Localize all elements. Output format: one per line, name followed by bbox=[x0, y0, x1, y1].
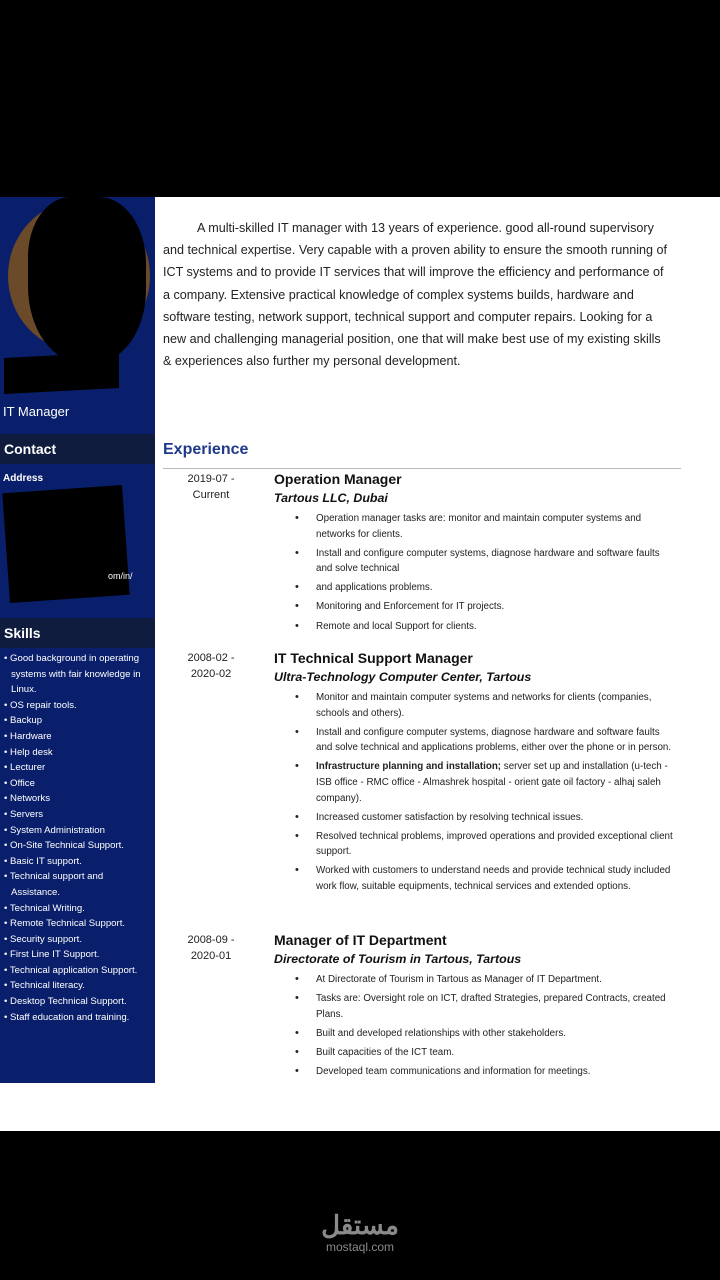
job-dates bbox=[169, 650, 253, 682]
date-start: 2008-02 - bbox=[187, 652, 235, 664]
duty-item: • Built and developed relationships with other stakeholders. bbox=[295, 1026, 675, 1042]
duty-item: • Install and configure computer systems, diagnose hardware and software faults and solve technical and applications problems, either over the phone or in person. bbox=[295, 725, 675, 756]
job-dates bbox=[169, 932, 253, 964]
skill-item: • Technical support and Assistance. bbox=[3, 869, 153, 900]
skill-item: • Servers bbox=[3, 807, 153, 823]
date-end: 2020-01 bbox=[190, 950, 232, 962]
photo-redaction bbox=[28, 197, 146, 363]
skill-item: • Networks bbox=[3, 791, 153, 807]
skill-item: • Help desk bbox=[3, 745, 153, 761]
duty-item: • Worked with customers to understand needs and provide technical study included work flow, suitable equipments, technical services and extended options. bbox=[295, 863, 675, 894]
duty-item: • Install and configure computer systems, diagnose hardware and software faults and solve technical bbox=[295, 546, 675, 577]
name-redaction bbox=[4, 352, 119, 394]
date-end: Current bbox=[192, 489, 230, 501]
skill-item: • Technical literacy. bbox=[3, 978, 153, 994]
resume-page bbox=[0, 197, 720, 1131]
duty-item: • Tasks are: Oversight role on ICT, drafted Strategies, prepared Contracts, created Plans. bbox=[295, 991, 675, 1022]
skill-item: • Security support. bbox=[3, 932, 153, 948]
skill-item: • Basic IT support. bbox=[3, 854, 153, 870]
job-organization: Ultra-Technology Computer Center, Tartous bbox=[274, 670, 532, 684]
skill-item: • On-Site Technical Support. bbox=[3, 838, 153, 854]
duty-item: • Built capacities of the ICT team. bbox=[295, 1045, 675, 1061]
date-end: 2020-02 bbox=[190, 668, 232, 680]
experience-heading: Experience bbox=[163, 441, 249, 458]
duty-item: • Developed team communications and information for meetings. bbox=[295, 1064, 675, 1080]
contact-heading: Contact bbox=[0, 434, 155, 464]
sidebar bbox=[0, 197, 155, 1083]
job-role: Manager of IT Department bbox=[274, 932, 447, 948]
skill-item: • Lecturer bbox=[3, 760, 153, 776]
skills-heading: Skills bbox=[0, 618, 155, 648]
job-duties bbox=[295, 972, 675, 1083]
skill-item: • OS repair tools. bbox=[3, 698, 153, 714]
watermark-url: mostaql.com bbox=[325, 1240, 395, 1254]
skill-item: • Technical Writing. bbox=[3, 901, 153, 917]
duty-item: • Remote and local Support for clients. bbox=[295, 619, 675, 635]
watermark-logo: مستقل bbox=[321, 1210, 399, 1240]
skill-item: • Remote Technical Support. bbox=[3, 916, 153, 932]
skill-item: • Hardware bbox=[3, 729, 153, 745]
duty-item: • Monitor and maintain computer systems and networks for clients (companies, schools and others). bbox=[295, 690, 675, 721]
duty-item: • Operation manager tasks are: monitor and maintain computer systems and networks for clients. bbox=[295, 511, 675, 542]
skill-item: • Backup bbox=[3, 713, 153, 729]
duty-item: • Infrastructure planning and installation; server set up and installation (u-tech - ISB office - RMC office - Almashrek hospital - orient gate oil factory - alhaj saleh company). bbox=[295, 759, 675, 806]
date-start: 2008-09 - bbox=[187, 934, 235, 946]
skill-item: • System Administration bbox=[3, 823, 153, 839]
job-organization: Tartous LLC, Dubai bbox=[274, 491, 388, 505]
skill-item: • Staff education and training. bbox=[3, 1010, 153, 1026]
skill-item: • Office bbox=[3, 776, 153, 792]
duty-item: • Increased customer satisfaction by resolving technical issues. bbox=[295, 810, 675, 826]
watermark bbox=[0, 1210, 720, 1254]
job-duties bbox=[295, 690, 675, 898]
skill-item: • Desktop Technical Support. bbox=[3, 994, 153, 1010]
duty-item: • and applications problems. bbox=[295, 580, 675, 596]
duty-item: • Monitoring and Enforcement for IT projects. bbox=[295, 599, 675, 615]
job-dates bbox=[169, 471, 253, 503]
section-divider bbox=[163, 468, 681, 469]
job-duties bbox=[295, 511, 675, 638]
skills-list bbox=[3, 651, 153, 1025]
skill-item: • Good background in operating systems with fair knowledge in Linux. bbox=[3, 651, 153, 698]
profile-photo bbox=[0, 197, 155, 397]
job-role: Operation Manager bbox=[274, 471, 402, 487]
profile-summary: A multi-skilled IT manager with 13 years of experience. good all-round supervisory and technical expertise. Very capable with a proven ability to ensure the smooth running of ICT systems and to provide IT services that will improve the efficiency and performance of a company. Extensive practical knowledge of complex systems builds, hardware and software testing, network support, technical support and computer repairs. Looking for a new and challenging managerial position, one that will make best use of my existing skills & experiences also further my personal development. bbox=[163, 221, 668, 369]
job-role: IT Technical Support Manager bbox=[274, 650, 473, 666]
skill-item: • Technical application Support. bbox=[3, 963, 153, 979]
duty-item: • At Directorate of Tourism in Tartous as Manager of IT Department. bbox=[295, 972, 675, 988]
duty-item: • Resolved technical problems, improved operations and provided exceptional client support. bbox=[295, 829, 675, 860]
skill-item: • First Line IT Support. bbox=[3, 947, 153, 963]
address-label: Address bbox=[3, 473, 44, 484]
date-start: 2019-07 - bbox=[187, 473, 235, 485]
job-title: IT Manager bbox=[3, 404, 70, 419]
contact-link-fragment: om/in/ bbox=[108, 571, 133, 581]
job-organization: Directorate of Tourism in Tartous, Tartous bbox=[274, 952, 522, 966]
